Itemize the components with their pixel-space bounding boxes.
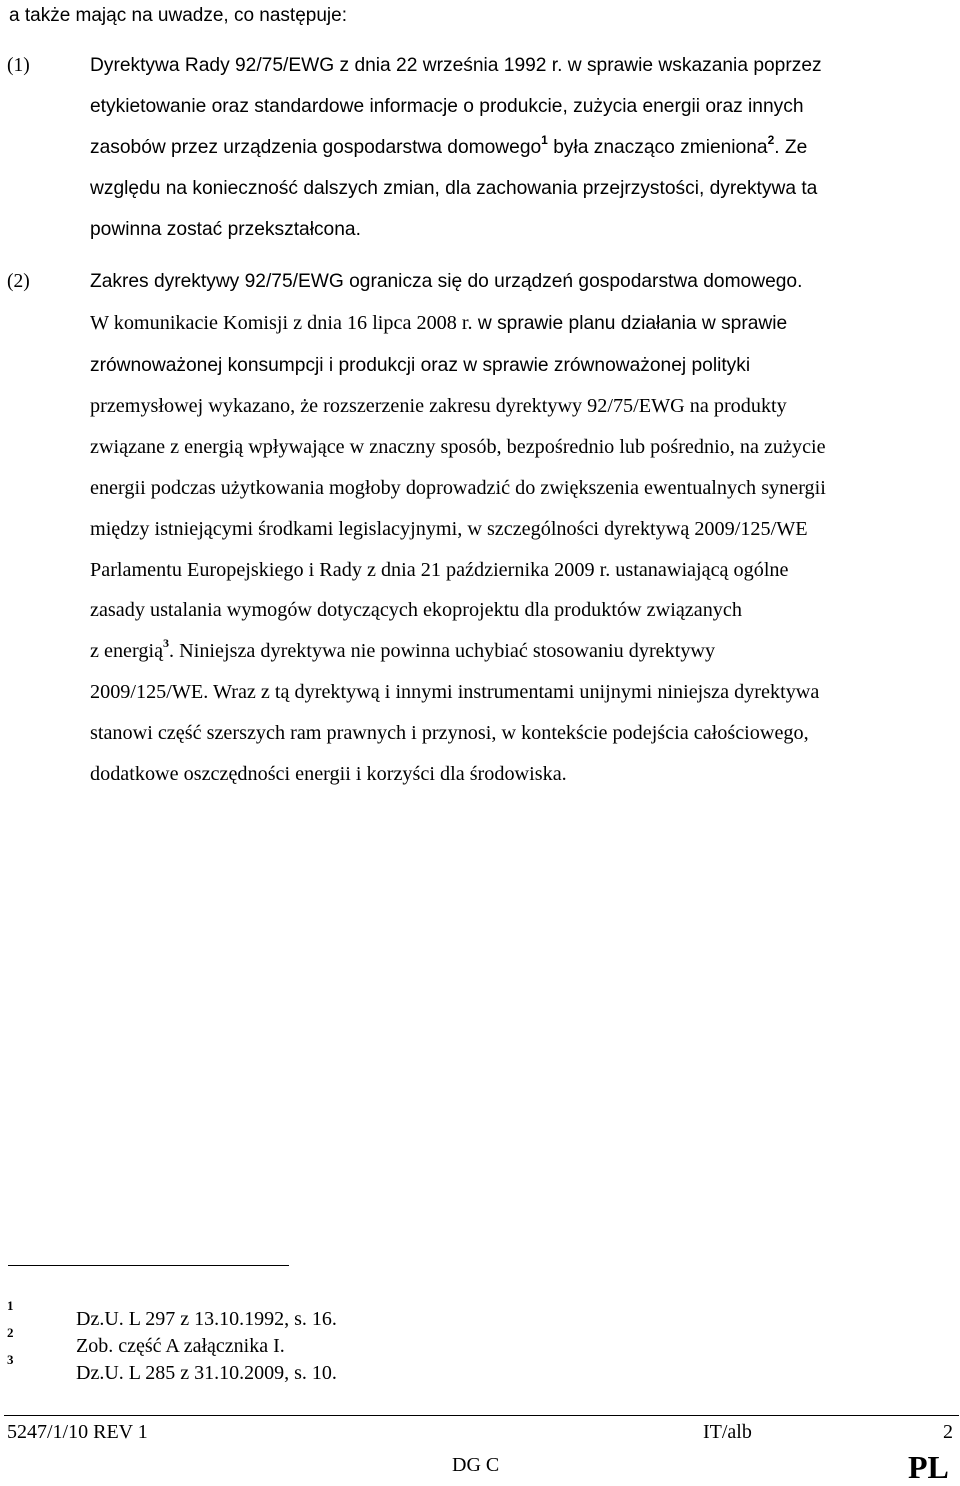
recital-line: powinna zostać przekształcona. bbox=[90, 219, 361, 240]
recital-line: przemysłowej wykazano, że rozszerzenie zakresu dyrektywy 92/75/EWG na produkty bbox=[90, 395, 787, 418]
recital-line: Zakres dyrektywy 92/75/EWG ogranicza się do urządzeń gospodarstwa domowego. bbox=[90, 271, 803, 292]
recital-line: względu na konieczność dalszych zmian, dla zachowania przejrzystości, dyrektywa ta bbox=[90, 178, 818, 199]
footnote-ref[interactable]: 3 bbox=[163, 636, 170, 651]
recital-number: (2) bbox=[7, 271, 30, 292]
text-segment: W komunikacie Komisji z dnia 16 lipca 2008 r. bbox=[90, 311, 473, 334]
text-segment: . Ze bbox=[774, 137, 808, 158]
recital-number: (1) bbox=[7, 55, 30, 76]
footnote-text: Dz.U. L 297 z 13.10.1992, s. 16. bbox=[76, 1308, 337, 1330]
footnote-mark: 2 bbox=[7, 1325, 14, 1340]
recital-line: Dyrektywa Rady 92/75/EWG z dnia 22 września 1992 r. w sprawie wskazania poprzez bbox=[90, 55, 822, 76]
recital-line: energii podczas użytkowania mogłoby doprowadzić do zwiększenia ewentualnych synergii bbox=[90, 476, 826, 499]
recital-line bbox=[90, 127, 950, 168]
footnote bbox=[0, 1298, 600, 1333]
text-segment: zasobów przez urządzenia gospodarstwa domowego bbox=[90, 137, 542, 158]
footnotes bbox=[0, 1298, 600, 1387]
footnote-text: Dz.U. L 285 z 31.10.2009, s. 10. bbox=[76, 1362, 337, 1384]
recital-line: dodatkowe oszczędności energii i korzyści dla środowiska. bbox=[90, 762, 567, 785]
footnote bbox=[0, 1325, 600, 1360]
document-reference: 5247/1/10 REV 1 bbox=[7, 1421, 148, 1443]
recital-line: 2009/125/WE. Wraz z tą dyrektywą i innymi instrumentami unijnymi niniejsza dyrektywa bbox=[90, 680, 820, 703]
recital-line: zasady ustalania wymogów dotyczących ekoprojektu dla produktów związanych bbox=[90, 599, 742, 622]
recital-line: stanowi część szerszych ram prawnych i przynosi, w kontekście podejścia całościowego, bbox=[90, 721, 809, 744]
text-segment: z energią bbox=[90, 640, 164, 663]
recital-line: etykietowanie oraz standardowe informacje o produkcie, zużycia energii oraz innych bbox=[90, 96, 804, 117]
footnote-mark: 1 bbox=[7, 1298, 14, 1313]
text-segment: była znacząco zmieniona bbox=[547, 137, 768, 158]
footnote-ref[interactable]: 1 bbox=[541, 132, 548, 147]
language-code: PL bbox=[908, 1449, 949, 1485]
text-segment: . Niniejsza dyrektywa nie powinna uchybiać stosowaniu dyrektywy bbox=[169, 640, 716, 663]
recital-text bbox=[90, 262, 950, 794]
footnote-ref[interactable]: 2 bbox=[767, 132, 775, 147]
recital-line bbox=[90, 631, 950, 672]
directorate-general: DG C bbox=[452, 1454, 500, 1476]
page-number: 2 bbox=[943, 1421, 953, 1443]
recital-text bbox=[90, 45, 950, 250]
text-segment: w sprawie planu działania w sprawie bbox=[472, 312, 788, 334]
author-initials: IT/alb bbox=[703, 1421, 752, 1443]
recital-line: Parlamentu Europejskiego i Rady z dnia 21 października 2009 r. ustanawiającą ogólne bbox=[90, 558, 789, 581]
footer-separator bbox=[4, 1415, 959, 1416]
footnote-mark: 3 bbox=[7, 1352, 14, 1367]
recital-line bbox=[90, 303, 950, 346]
footnote bbox=[0, 1352, 600, 1387]
recital-line: zrównoważonej konsumpcji i produkcji oraz w sprawie zrównoważonej polityki bbox=[90, 354, 751, 376]
recital-line: między istniejącymi środkami legislacyjnymi, w szczególności dyrektywą 2009/125/WE bbox=[90, 517, 808, 540]
recital-line: związane z energią wpływające w znaczny sposób, bezpośrednio lub pośrednio, na zużycie bbox=[90, 436, 826, 459]
footnote-separator bbox=[8, 1265, 289, 1266]
intro-line: a także mając na uwadze, co następuje: bbox=[9, 5, 347, 26]
footnote-text: Zob. część A załącznika I. bbox=[76, 1335, 285, 1357]
